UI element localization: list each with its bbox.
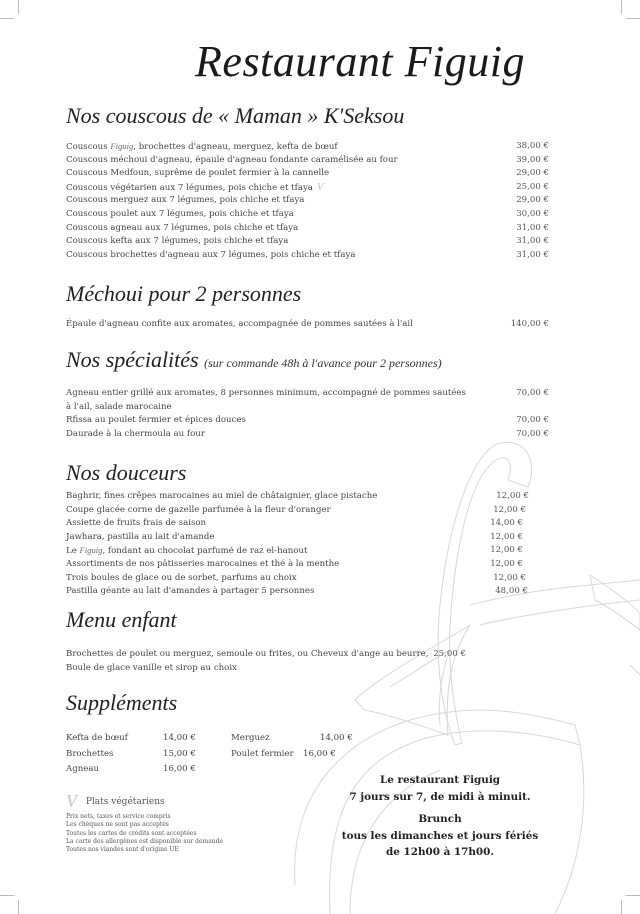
menu-item bbox=[66, 544, 307, 559]
section-title-couscous: Nos couscous de « Maman » K'Seksou bbox=[66, 103, 405, 128]
crop-mark-bl-v bbox=[18, 900, 19, 914]
menu-item-text: Couscous agneau aux 7 légumes, pois chiche et tfaya bbox=[66, 222, 299, 233]
menu-item-price: 25,00 € bbox=[433, 649, 466, 659]
menu-item-price: 31,00 € bbox=[516, 222, 549, 233]
hours-line-1: Le restaurant Figuig bbox=[379, 774, 501, 786]
menu-item-text: Assortiments de nos pâtisseries marocaines et thé à la menthe bbox=[66, 559, 340, 569]
supplement-price: 16,00 € bbox=[163, 764, 196, 774]
menu-item-price: 38,00 € bbox=[516, 141, 549, 151]
figuig-brand-name: Figuig bbox=[79, 545, 103, 556]
menu-item bbox=[66, 181, 324, 196]
supplement-name: Merguez bbox=[231, 733, 270, 743]
menu-item-text-line2: Boule de glace vanille et sirop au choix bbox=[66, 662, 237, 673]
menu-item bbox=[66, 490, 377, 504]
menu-item-text: Pastilla géante au lait d'amandes à partager 5 personnes bbox=[66, 586, 315, 597]
menu-item-text: Assiette de fruits frais de saison bbox=[66, 518, 207, 529]
vegetarian-icon: V bbox=[66, 791, 77, 811]
section-title-supplements: Suppléments bbox=[66, 690, 178, 715]
menu-item-price: 14,00 € bbox=[490, 518, 523, 529]
crop-mark-br-v bbox=[621, 900, 622, 914]
menu-item-price: 29,00 € bbox=[516, 168, 549, 179]
menu-item-price: 31,00 € bbox=[516, 249, 549, 260]
menu-item bbox=[66, 572, 297, 586]
supplement-price: 16,00 € bbox=[303, 748, 336, 759]
menu-item-price: 31,00 € bbox=[516, 236, 549, 247]
menu-item-text: Couscous merguez aux 7 légumes, pois chiche et tfaya bbox=[66, 195, 305, 206]
menu-item-text: Jawhara, pastilla au lait d'amande bbox=[66, 531, 215, 542]
menu-item bbox=[66, 249, 355, 263]
supplement-name: Poulet fermier bbox=[231, 748, 294, 759]
menu-item bbox=[66, 208, 294, 222]
menu-item bbox=[66, 428, 205, 442]
restaurant-title: Restaurant Figuig bbox=[195, 37, 525, 86]
section-title-douceurs: Nos douceurs bbox=[66, 460, 187, 485]
menu-item bbox=[66, 140, 338, 155]
footnote-line: Prix nets, taxes et service compris bbox=[66, 813, 171, 820]
menu-item bbox=[66, 517, 206, 531]
crop-mark-tl-h bbox=[0, 18, 14, 19]
menu-item-price: 39,00 € bbox=[516, 154, 549, 165]
menu-item bbox=[66, 558, 339, 572]
crop-mark-tl-v bbox=[18, 0, 19, 14]
menu-item bbox=[66, 414, 246, 428]
crop-mark-tr-h bbox=[626, 18, 640, 19]
menu-item-price: 12,00 € bbox=[493, 504, 526, 515]
menu-item bbox=[66, 504, 331, 518]
menu-item bbox=[66, 167, 329, 181]
footnote-line: La carte des allergènes est disponible sur demande bbox=[66, 837, 224, 845]
section-title-specialites-note: (sur commande 48h à l'avance pour 2 personnes) bbox=[204, 356, 442, 370]
menu-item bbox=[66, 531, 214, 545]
hours-line-3: Brunch bbox=[418, 813, 462, 825]
menu-item-price: 140,00 € bbox=[510, 319, 549, 329]
hours-line-4: tous les dimanches et jours fériés bbox=[341, 829, 539, 842]
supplement-price: 14,00 € bbox=[163, 733, 196, 743]
footnote-line: Toutes les cartes de crédits sont acceptées bbox=[66, 829, 197, 837]
menu-item bbox=[66, 194, 304, 208]
section-title-specialites bbox=[66, 347, 442, 373]
menu-item bbox=[66, 222, 298, 236]
menu-item bbox=[66, 648, 429, 675]
menu-item-text: Épaule d'agneau confite aux aromates, accompagnée de pommes sautées à l'ail bbox=[66, 319, 413, 329]
crop-mark-bl-h bbox=[0, 895, 14, 896]
hours-line-5: de 12h00 à 17h00. bbox=[385, 846, 495, 858]
menu-item-price: 70,00 € bbox=[516, 428, 549, 439]
menu-item-text-line2: à l'ail, salade marocaine bbox=[66, 401, 172, 412]
menu-item-price: 12,00 € bbox=[490, 559, 523, 569]
figuig-brand-name: Figuig bbox=[110, 141, 134, 151]
supplement-price: 15,00 € bbox=[163, 748, 196, 759]
vegetarian-icon: V bbox=[316, 180, 324, 193]
menu-item-text: Le bbox=[66, 546, 80, 557]
supplement-name: Agneau bbox=[66, 764, 99, 774]
supplement-price: 14,00 € bbox=[320, 733, 353, 743]
footnote-line: Toutes nos viandes sont d'origine UE bbox=[66, 846, 179, 854]
menu-item-text: Couscous Medfoun, suprême de poulet fermier à la cannelle bbox=[66, 168, 330, 179]
menu-item-price: 48,00 € bbox=[495, 586, 528, 597]
menu-item-text: Daurade à la chermoula au four bbox=[66, 428, 205, 439]
supplement-name: Kefta de bœuf bbox=[66, 733, 128, 743]
crop-mark-tr-v bbox=[621, 0, 622, 14]
vegetarian-legend bbox=[66, 791, 165, 812]
menu-item bbox=[66, 585, 314, 599]
menu-item-price: 70,00 € bbox=[516, 388, 549, 398]
supplement-name: Brochettes bbox=[66, 748, 114, 759]
menu-item-text: Couscous méchoui d'agneau, épaule d'agneau fondante caramélisée au four bbox=[66, 154, 398, 165]
menu-item-price: 25,00 € bbox=[516, 181, 549, 192]
menu-item-price: 12,00 € bbox=[496, 491, 529, 501]
menu-item-price: 12,00 € bbox=[490, 531, 523, 542]
footnote-line: Les chèques ne sont pas acceptés bbox=[66, 821, 169, 829]
crop-mark-br-h bbox=[626, 895, 640, 896]
menu-item-text: Coupe glacée corne de gazelle parfumée à la fleur d'oranger bbox=[66, 504, 331, 515]
hours-line-2: 7 jours sur 7, de midi à minuit. bbox=[349, 790, 531, 803]
menu-item-text-cont: , fondant au chocolat parfumé de raz el-hanout bbox=[102, 546, 308, 557]
menu-item-price: 12,00 € bbox=[493, 572, 526, 583]
menu-item bbox=[66, 318, 413, 332]
menu-item-text: Couscous bbox=[66, 142, 111, 152]
menu-item-text: Baghrir, fines crêpes marocaines au miel de châtaignier, glace pistache bbox=[66, 491, 378, 501]
menu-item-price: 29,00 € bbox=[516, 195, 549, 206]
menu-item-text: Couscous poulet aux 7 légumes, pois chiche et tfaya bbox=[66, 209, 294, 219]
menu-item-price: 30,00 € bbox=[516, 209, 549, 219]
section-title-enfant: Menu enfant bbox=[66, 607, 177, 632]
menu-item-text: Trois boules de glace ou de sorbet, parfums au choix bbox=[66, 572, 297, 583]
menu-item-text: Couscous végétarien aux 7 légumes, pois chiche et tfaya bbox=[66, 182, 313, 193]
menu-item-text: Couscous brochettes d'agneau aux 7 légumes, pois chiche et tfaya bbox=[66, 249, 356, 260]
menu-item-text: Agneau entier grillé aux aromates, 8 personnes minimum, accompagné de pommes sautées bbox=[66, 388, 466, 398]
menu-item-text: Brochettes de poulet ou merguez, semoule ou frites, ou Cheveux d'ange au beurre, bbox=[66, 649, 429, 659]
vegetarian-legend-label: Plats végétariens bbox=[85, 797, 165, 807]
menu-item-price: 12,00 € bbox=[490, 545, 523, 556]
menu-item-price: 70,00 € bbox=[516, 415, 549, 426]
menu-item bbox=[66, 387, 466, 414]
menu-item bbox=[66, 235, 288, 249]
menu-item-text-cont: , brochettes d'agneau, merguez, kefta de bœuf bbox=[133, 142, 338, 152]
menu-item bbox=[66, 154, 398, 168]
opening-hours bbox=[340, 772, 540, 861]
menu-item-text: Couscous kefta aux 7 légumes, pois chiche et tfaya bbox=[66, 236, 289, 247]
menu-item-text: Rfissa au poulet fermier et épices douces bbox=[66, 415, 246, 426]
section-title-specialites-text: Nos spécialités bbox=[66, 347, 199, 372]
section-title-mechoui: Méchoui pour 2 personnes bbox=[66, 281, 302, 306]
